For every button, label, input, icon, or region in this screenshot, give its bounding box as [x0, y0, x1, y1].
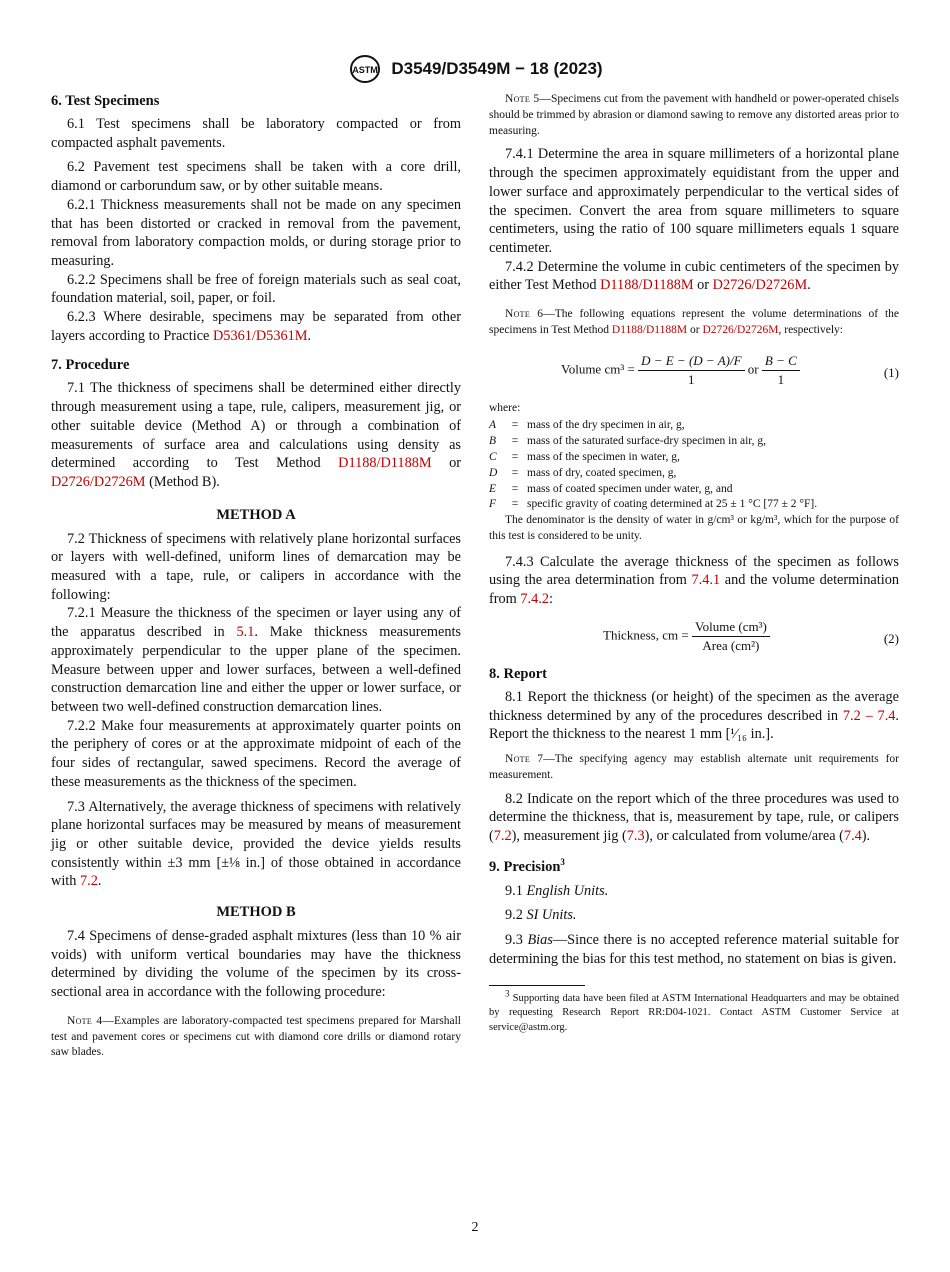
method-b-heading: METHOD B — [216, 904, 296, 921]
variable-equals: = — [511, 435, 519, 448]
eq1-fraction-1: $\frac{D - E - (D - A)/F}{1}$ — [638, 353, 744, 388]
variable-equals: = — [511, 498, 519, 511]
link-d2726-c[interactable]: D2726/D2726M — [702, 323, 779, 336]
para-6-2-1: 6.2.1 Thickness measurements shall not be made on any specimen that has been distorted or cracked in removal from the pavement, removal from laboratory compaction molds, or during storage prior to measuring. — [51, 196, 461, 269]
variable-row — [489, 482, 899, 498]
variable-symbol: A — [489, 419, 497, 432]
variable-equals: = — [511, 419, 519, 432]
page-number: 2 — [471, 1220, 479, 1235]
section-6-heading: 6. Test Specimens — [51, 93, 160, 109]
section-8-heading: 8. Report — [489, 665, 547, 682]
method-a-heading: METHOD A — [216, 506, 296, 523]
para-7-2: 7.2 Thickness of specimens with relatively plane horizontal surfaces or layers with well-defined, uniform lines of demarcation may be measured with a tape, rule, or calipers in accordance with the following: — [51, 530, 461, 603]
footnote-divider — [489, 985, 585, 986]
variable-description: specific gravity of coating determined at 25 ± 1 °C [77 ± 2 °F]. — [527, 498, 818, 511]
para-6-1: 6.1 Test specimens shall be laboratory compacted or from compacted asphalt pavements. — [51, 116, 461, 151]
link-7-2-b[interactable]: 7.2 — [493, 828, 512, 844]
footnote-3: $^3$ Supporting data have been filed at ASTM International Headquarters and may be obtained by requesting Research Report RR:D04-1021. Contact ASTM Customer Service at service@astm.org. — [489, 988, 899, 1033]
left-column — [51, 92, 461, 1061]
link-7-2-7-4[interactable]: 7.2 – 7.4 — [842, 707, 896, 724]
eq1-label: (1) — [883, 364, 899, 380]
variable-equals: = — [511, 482, 519, 495]
variable-description: mass of the saturated surface-dry specimen in air, g, — [527, 435, 767, 448]
link-7-4[interactable]: 7.4 — [843, 828, 862, 844]
variable-row — [489, 466, 899, 482]
link-7-4-2[interactable]: 7.4.2 — [520, 591, 549, 608]
para-7-4-3: 7.4.3 Calculate the average thickness of the specimen as follows using the area determination from 7.4.1 and the volume determination from 7.4.2: — [489, 553, 899, 608]
link-d2726-b[interactable]: D2726/D2726M — [712, 277, 808, 294]
eq2-fraction: $\frac{\text{Volume (cm³)}}{\text{Area (cm²)}}$ — [692, 619, 770, 654]
variable-definitions — [489, 401, 899, 545]
link-d1188-c[interactable]: D1188/D1188M — [611, 323, 688, 336]
para-8-1: 8.1 Report the thickness (or height) of the specimen as the average thickness determined by any of the procedures described in 7.2 – 7.4. Report the thickness to the nearest 1 mm [¹⁄₁₆ in.]. — [489, 688, 899, 743]
link-d2726[interactable]: D2726/D2726M — [51, 473, 146, 490]
para-6-2-2: 6.2.2 Specimens shall be free of foreign materials such as seal coat, foundation material, soil, paper, or foil. — [51, 271, 461, 307]
variable-symbol: D — [489, 466, 498, 479]
variable-row — [489, 497, 899, 513]
variable-row — [489, 434, 899, 450]
link-7-2[interactable]: 7.2 — [80, 873, 98, 890]
para-6-2: 6.2 Pavement test specimens shall be taken with a core drill, diamond or carborundum saw, or by other suitable means. — [51, 159, 461, 195]
astm-logo-icon — [347, 54, 383, 84]
para-7-1: 7.1 The thickness of specimens shall be determined either directly through measurement using a tape, rule, calipers, measurement jig, or other suitable device (Method A) or through a combination of measurements of surface area and calculations using density as determined according to Test Method D1188/D1188M or D2726/D2726M (Method B). — [51, 380, 462, 490]
note-7: Note 7—The specifying agency may establish alternate unit requirements for measurement. — [489, 753, 900, 781]
variable-equals: = — [511, 451, 519, 463]
para-9-3: 9.3 Bias—Since there is no accepted reference material suitable for determining the bias for this test method, no statement on bias is given. — [489, 932, 899, 967]
para-7-4: 7.4 Specimens of dense-graded asphalt mixtures (less than 10 % air voids) with uniform vertical boundaries may have the thickness determined by dividing the volume of the specimen by its cross-sectional area in accordance with the following procedure: — [51, 928, 461, 1001]
standard-designation: D3549/D3549M − 18 (2023) — [391, 59, 603, 78]
denominator-note: The denominator is the density of water in g/cm³ or kg/m³, which for the purpose of this test is considered to be unity. — [489, 514, 899, 542]
para-9-2: 9.2 SI Units. — [505, 907, 577, 924]
eq1-or: or — [747, 361, 759, 377]
para-7-4-2: 7.4.2 Determine the volume in cubic centimeters of the specimen by either Test Method D1188/D1188M or D2726/D2726M. — [489, 258, 899, 294]
equation-2 — [489, 613, 899, 661]
right-column — [489, 92, 899, 1035]
para-7-2-2: 7.2.2 Make four measurements at approximately quarter points on the periphery of cores or at the approximate midpoint of each of the four sides of rectangular, sawed specimens. Record the average of these measurements as the thickness of the specimen. — [51, 717, 461, 790]
variable-description: mass of the specimen in water, g, — [527, 451, 680, 463]
variable-symbol: B — [489, 435, 497, 448]
para-8-2: 8.2 Indicate on the report which of the three procedures was used to determine the thickness, that is, measurement by tape, rule, or calipers (7.2), measurement jig (7.3), or calculated from volume/area (7.4). — [489, 790, 899, 844]
eq2-label: (2) — [883, 630, 899, 646]
variable-description: mass of the dry specimen in air, g, — [527, 419, 685, 432]
section-9-heading: 9. Precision$^3$ — [489, 856, 565, 875]
link-d5361[interactable]: D5361/D5361M — [212, 327, 308, 344]
variable-equals: = — [511, 466, 519, 479]
para-7-4-1: 7.4.1 Determine the area in square millimeters of a horizontal plane through the specimen approximately equidistant from the upper and lower surface and approximately perpendicular to the vertical sides of the specimen. Convert the area from square millimeters to square centimeters, using the ratio of 100 square millimeters equals 1 square centimeter. — [489, 146, 899, 256]
para-9-1: 9.1 English Units. — [505, 882, 609, 899]
variable-row — [489, 418, 899, 434]
where-label: where: — [489, 401, 521, 414]
link-d1188[interactable]: D1188/D1188M — [338, 455, 432, 472]
link-5-1[interactable]: 5.1 — [236, 624, 255, 641]
eq1-fraction-2: $\frac{B - C}{1}$ — [762, 353, 800, 388]
variable-symbol: C — [489, 451, 497, 463]
eq1-lhs: Volume cm³ = — [561, 361, 635, 377]
variable-symbol: E — [489, 482, 497, 495]
variable-row — [489, 450, 899, 466]
page-header — [0, 54, 950, 84]
para-7-3: 7.3 Alternatively, the average thickness of specimens with relatively plane horizontal surfaces may be measured by means of measurement jig or other suitable device, provided the device yields results consistently within ±3 mm [±⅛ in.] of those obtained in accordance with 7.2. — [51, 798, 461, 890]
link-7-4-1[interactable]: 7.4.1 — [691, 572, 721, 589]
eq2-lhs: Thickness, cm = — [603, 627, 689, 643]
para-6-2-3: 6.2.3 Where desirable, specimens may be separated from other layers according to Practice D5361/D5361M. — [51, 309, 461, 344]
note-5: Note 5—Specimens cut from the pavement with handheld or power-operated chisels should be trimmed by abrasion or diamond sawing to remove any distorted areas prior to measuring. — [489, 93, 899, 137]
para-7-2-1: 7.2.1 Measure the thickness of the specimen or layer using any of the apparatus described in 5.1. Make thickness measurements approximately perpendicular to the upper plane of the specimen. Measure between upper and lower surfaces, between a well-defined construction demarcation line and either the upper or lower surface, or between two well-defined construction demarcation lines. — [51, 605, 461, 715]
note-6: Note 6—The following equations represent the volume determinations of the specimens in Test Method D1188/D1188M or D2726/D2726M, respectively: — [489, 308, 900, 336]
link-d1188-b[interactable]: D1188/D1188M — [600, 277, 694, 294]
variable-symbol: F — [489, 498, 497, 511]
link-7-3[interactable]: 7.3 — [626, 828, 645, 844]
section-7-heading: 7. Procedure — [51, 357, 130, 374]
variable-description: mass of dry, coated specimen, g, — [527, 466, 677, 479]
note-4: Note 4—Examples are laboratory-compacted test specimens prepared for Marshall test and pavement cores or specimens cut with diamond core drills or diamond rotary saw blades. — [51, 1014, 462, 1059]
equation-1 — [489, 347, 899, 399]
logo-text: ASTM — [352, 65, 379, 75]
variable-description: mass of coated specimen under water, g, and — [527, 482, 733, 495]
